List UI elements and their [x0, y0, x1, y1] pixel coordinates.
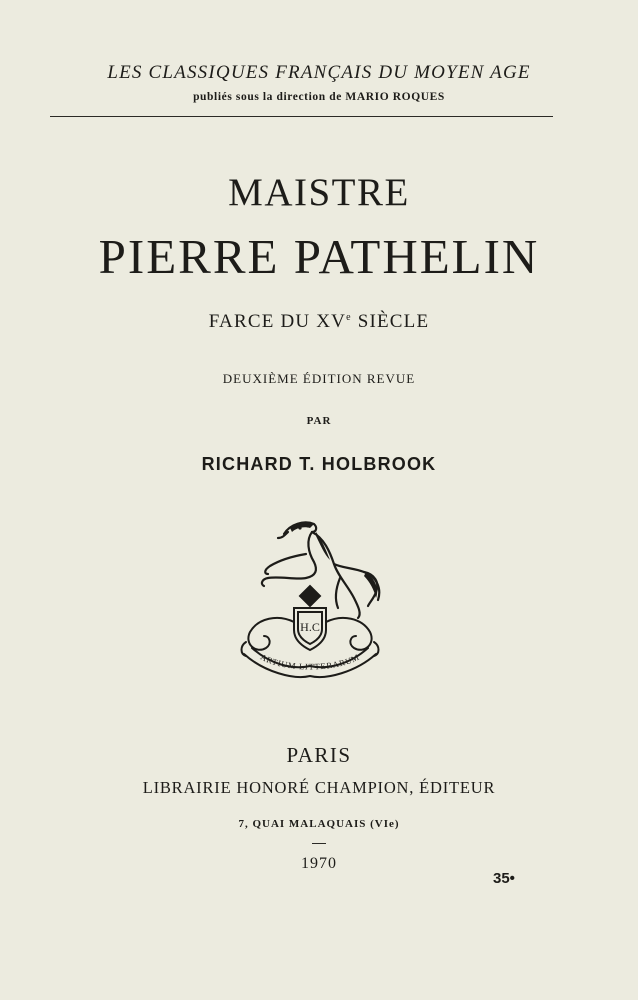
- emblem-monogram: H.C: [300, 620, 320, 634]
- title-line-2: PIERRE PATHELIN: [98, 229, 540, 284]
- imprint-rule: [312, 843, 326, 844]
- header-rule: [50, 116, 553, 117]
- svg-text:ARTIUM LITTERARUM: [259, 652, 361, 672]
- imprint-address: 7, QUAI MALAQUAIS (VIe): [238, 818, 400, 830]
- imprint-city: PARIS: [286, 743, 352, 767]
- by-label: PAR: [306, 415, 332, 427]
- horse-crest-emblem-icon: [234, 514, 386, 680]
- imprint-publisher: LIBRAIRIE HONORÉ CHAMPION, ÉDITEUR: [142, 778, 496, 797]
- title-line-1: MAISTRE: [228, 171, 410, 214]
- subtitle: [0, 311, 638, 333]
- emblem-motto: ARTIUM LITTERARUM: [258, 651, 362, 672]
- subtitle-superscript: e: [346, 312, 352, 323]
- series-direction: publiés sous la direction de MARIO ROQUES: [193, 91, 445, 103]
- price-mark: 35•: [493, 870, 515, 887]
- imprint-year: 1970: [301, 855, 337, 872]
- series-title: LES CLASSIQUES FRANÇAIS DU MOYEN AGE: [107, 62, 531, 83]
- edition-note: DEUXIÈME ÉDITION REVUE: [222, 371, 416, 386]
- subtitle-prefix: FARCE DU XV: [208, 311, 347, 332]
- author-name: RICHARD T. HOLBROOK: [201, 454, 437, 474]
- subtitle-suffix: SIÈCLE: [351, 311, 430, 332]
